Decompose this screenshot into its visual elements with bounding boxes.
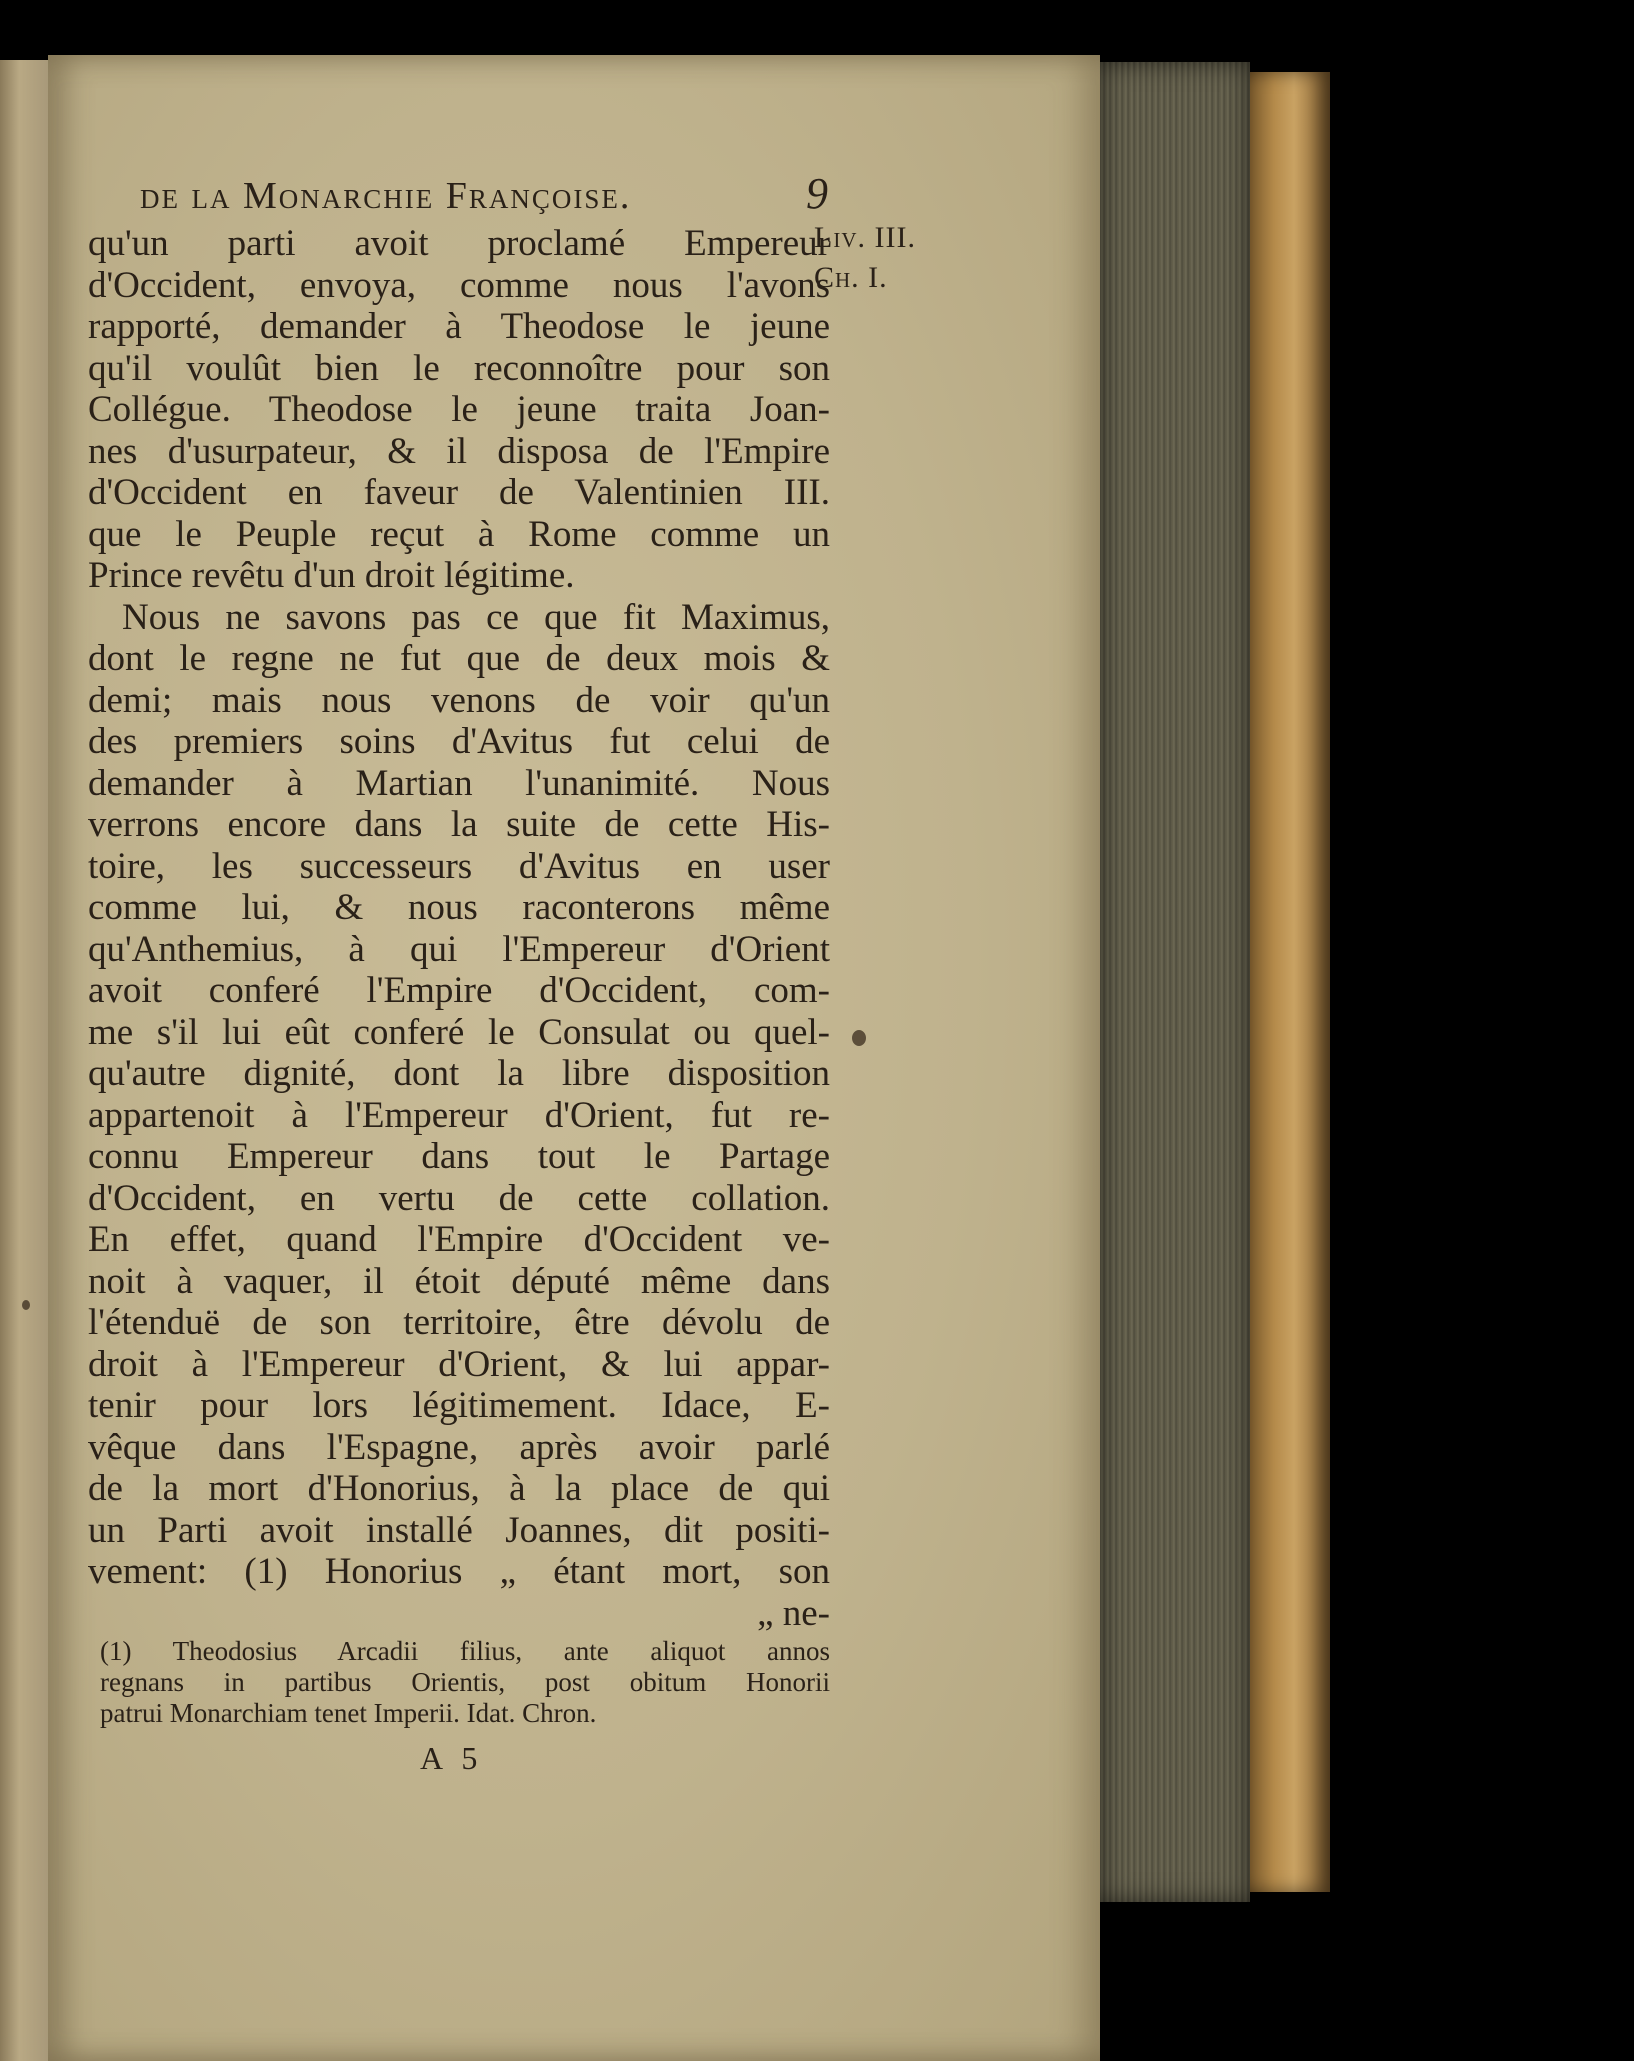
previous-page-edge [0, 60, 48, 2061]
body-line: me s'il lui eût conferé le Consulat ou quel- [88, 1011, 830, 1053]
body-line: Nous ne savons pas ce que fit Maximus, [122, 596, 830, 638]
body-line: des premiers soins d'Avitus fut celui de [88, 721, 830, 762]
body-line: avoit conferé l'Empire d'Occident, com- [88, 970, 830, 1011]
body-line: nes d'usurpateur, & il disposa de l'Empire [88, 430, 830, 472]
footnote-line: patrui Monarchiam tenet Imperii. Idat. Chron. [100, 1698, 597, 1728]
body-line: un Parti avoit installé Joannes, dit positi- [88, 1509, 830, 1551]
text-block [88, 168, 830, 1634]
body-line: vement: (1) Honorius „ étant mort, son [88, 1551, 830, 1592]
page-number: 9 [806, 169, 830, 218]
ink-spot [22, 1300, 30, 1310]
body-line: qu'un parti avoit proclamé Empereur [88, 223, 830, 264]
book-cover-edge [1250, 72, 1330, 1892]
body-line: demi; mais nous venons de voir qu'un [88, 679, 830, 721]
footnote-line: (1) Theodosius Arcadii filius, ante aliquot annos [100, 1636, 830, 1666]
body-line: d'Occident en faveur de Valentinien III. [88, 472, 830, 513]
marginal-note [814, 218, 916, 298]
body-line: qu'il voulût bien le reconnoître pour son [88, 347, 830, 389]
body-line: appartenoit à l'Empereur d'Orient, fut re- [88, 1094, 830, 1136]
body-line: vêque dans l'Espagne, après avoir parlé [88, 1426, 830, 1468]
body-line: que le Peuple reçut à Rome comme un [88, 513, 830, 555]
running-head-title: de la Monarchie Françoise. [140, 175, 632, 217]
body-line: Collégue. Theodose le jeune traita Joan- [88, 389, 830, 430]
running-head [140, 168, 830, 219]
body-line: demander à Martian l'unanimité. Nous [88, 762, 830, 804]
body-line: tenir pour lors légitimement. Idace, E- [88, 1385, 830, 1426]
body-line: de la mort d'Honorius, à la place de qui [88, 1468, 830, 1509]
body-line: toire, les successeurs d'Avitus en user [88, 845, 830, 887]
book-fore-edge [1100, 62, 1250, 1902]
body-line: comme lui, & nous raconterons même [88, 887, 830, 928]
marginal-note-chapter: Ch. I. [814, 261, 888, 294]
body-line: Prince revêtu d'un droit légitime. [88, 555, 575, 596]
catchword: „ ne- [757, 1592, 830, 1634]
footnote-line: regnans in partibus Orientis, post obitum Honorii [100, 1667, 830, 1697]
body-line: dont le regne ne fut que de deux mois & [88, 638, 830, 679]
body-text [88, 223, 830, 1634]
body-line: droit à l'Empereur d'Orient, & lui appar- [88, 1343, 830, 1385]
signature-mark: A 5 [420, 1740, 484, 1776]
body-line: d'Occident, envoya, comme nous l'avons [88, 264, 830, 306]
body-line: l'étenduë de son territoire, être dévolu de [88, 1302, 830, 1343]
body-line: verrons encore dans la suite de cette His- [88, 804, 830, 845]
marginal-note-book: Liv. III. [814, 221, 916, 254]
body-line: qu'Anthemius, à qui l'Empereur d'Orient [88, 928, 830, 970]
body-line: qu'autre dignité, dont la libre disposition [88, 1053, 830, 1094]
footnote [100, 1636, 830, 1729]
body-line: connu Empereur dans tout le Partage [88, 1136, 830, 1177]
ink-spot [852, 1030, 866, 1046]
body-line: En effet, quand l'Empire d'Occident ve- [88, 1219, 830, 1260]
body-line: d'Occident, en vertu de cette collation. [88, 1177, 830, 1219]
body-line: noit à vaquer, il étoit député même dans [88, 1260, 830, 1302]
body-line: rapporté, demander à Theodose le jeune [88, 306, 830, 347]
